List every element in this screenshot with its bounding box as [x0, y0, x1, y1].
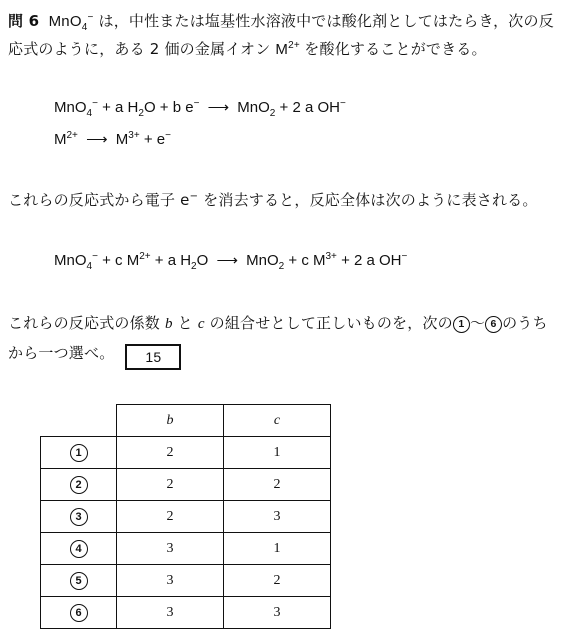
table-row[interactable] [41, 597, 331, 629]
question-label: 問 6 [8, 12, 40, 30]
question-instruction-line2: から一つ選べ。 15 [8, 342, 181, 370]
question-instruction-line1: これらの反応式の係数 b と c の組合せとして正しいものを，次の 1 ～ 6 のうち [8, 314, 548, 332]
table-row[interactable] [41, 533, 331, 565]
cell-b: 2 [117, 437, 224, 469]
cell-c: 3 [224, 597, 331, 629]
table-row[interactable] [41, 469, 331, 501]
circled-number-1: 1 [453, 316, 470, 333]
cell-b: 2 [117, 469, 224, 501]
equation-overall: MnO$_4$− + c $M^{2+} + a$ $H_2O$ ⟶ MnO$_2$ + c $M^{3+} + 2$ a OH− [54, 251, 408, 272]
table-row[interactable] [41, 437, 331, 469]
choice-mark: 2 [70, 476, 88, 494]
cell-c: 2 [224, 565, 331, 597]
choice-mark: 4 [70, 540, 88, 558]
table-row[interactable] [41, 565, 331, 597]
reaction-arrow: ⟶ [207, 99, 230, 116]
choices-table [40, 404, 331, 629]
blank-corner-cell [41, 405, 117, 437]
choice-mark: 1 [70, 444, 88, 462]
choice-mark: 3 [70, 508, 88, 526]
reaction-arrow: ⟶ [86, 131, 108, 148]
cell-b: 3 [117, 533, 224, 565]
answer-box[interactable]: 15 [125, 344, 181, 370]
equation-oxidation: $M^{2+}$ ⟶ $M^{3+} + e^-$ [54, 130, 171, 148]
var-c: c [197, 316, 205, 332]
intro-text-1: は，中性または塩基性水溶液中では酸化剤としてはたらき，次の反 [98, 12, 554, 30]
cell-b: 2 [117, 501, 224, 533]
reaction-arrow: ⟶ [216, 252, 238, 269]
var-b: b [164, 316, 173, 332]
choice-mark: 5 [70, 572, 88, 590]
question-intro-line1 [8, 10, 554, 31]
equation-reduction: MnO$_4$− + a $H_2O + b$ e− ⟶ MnO$_2$ + 2 a OH− [54, 98, 346, 119]
cell-b: 3 [117, 597, 224, 629]
choice-mark: 6 [70, 604, 88, 622]
circled-number-6: 6 [485, 316, 502, 333]
table-row[interactable] [41, 501, 331, 533]
question-intro-line2 [8, 38, 487, 59]
cell-c: 1 [224, 437, 331, 469]
metal-ion: $M^{2+}$ [275, 40, 300, 58]
permanganate-formula: MnO$_4$− [48, 12, 94, 33]
cell-c: 1 [224, 533, 331, 565]
cell-c: 3 [224, 501, 331, 533]
intro-text-3: を酸化することができる。 [304, 40, 487, 58]
table-header-row [41, 405, 331, 437]
intro-text-2: 応式のように，ある 2 価の金属イオン [8, 40, 271, 58]
header-c: c [224, 405, 331, 437]
cell-b: 3 [117, 565, 224, 597]
cell-c: 2 [224, 469, 331, 501]
middle-text: これらの反応式から電子 e− を消去すると，反応全体は次のように表される。 [8, 191, 538, 209]
header-b: b [117, 405, 224, 437]
